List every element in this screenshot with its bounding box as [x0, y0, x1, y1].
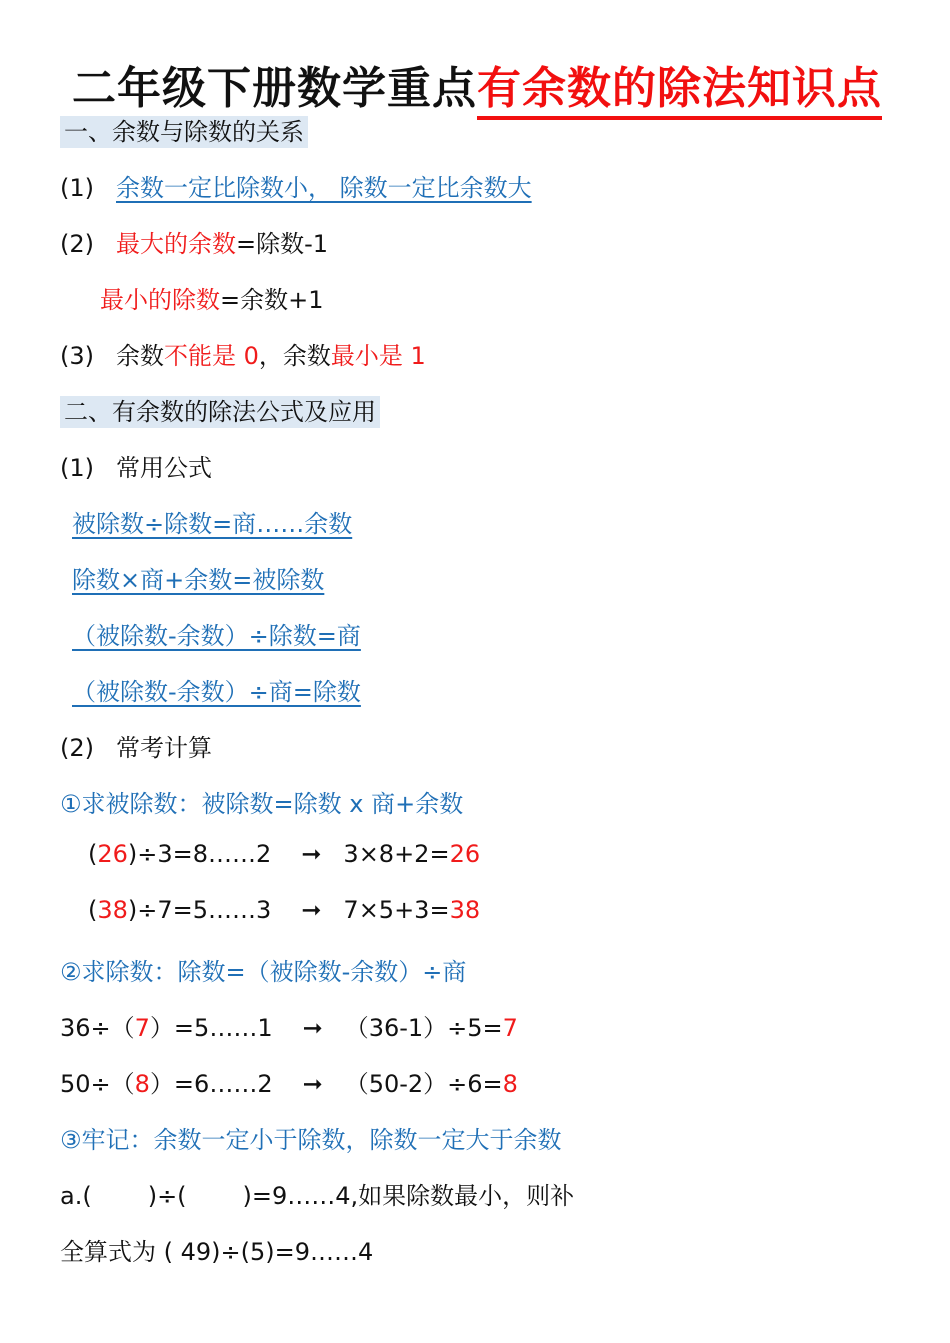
- section2-sub1: (1) 常用公式: [60, 454, 212, 482]
- section1-item2: [60, 224, 328, 259]
- item-number: (1): [60, 174, 94, 202]
- section2-heading: 二、有余数的除法公式及应用: [60, 392, 380, 427]
- answer-value: 7: [134, 1014, 150, 1042]
- result-value: 7: [502, 1014, 518, 1042]
- item-rest-text: =除数-1: [236, 230, 329, 258]
- case1-heading: ①求被除数：被除数=除数 x 商+余数: [60, 790, 464, 818]
- case1-example-1: (26)÷3=8……2 ➞ 3×8+2=26: [88, 840, 481, 868]
- arrow-icon: ➞: [302, 1014, 323, 1042]
- item-number: (2): [60, 230, 94, 258]
- section1-item3: (3) 余数不能是 0，余数最小是 1: [60, 342, 426, 370]
- page-title: [72, 52, 882, 116]
- case3-heading: ③牢记：余数一定小于除数，除数一定大于余数: [60, 1126, 562, 1154]
- case2-heading: ②求除数：除数=（被除数-余数）÷商: [60, 958, 467, 986]
- arrow-icon: ➞: [301, 840, 322, 868]
- formula-4: （被除数-余数）÷商=除数: [72, 678, 361, 706]
- case2-example-1: 36÷（7）=5……1 ➞ （36-1）÷5=7: [60, 1014, 518, 1042]
- formula-1: 被除数÷除数=商……余数: [72, 510, 353, 538]
- title-red: 有余数的除法知识点: [477, 63, 882, 120]
- case2-example-2: 50÷（8）=6……2 ➞ （50-2）÷6=8: [60, 1070, 518, 1098]
- answer-value: 26: [97, 840, 128, 868]
- case1-example-2: (38)÷7=5……3 ➞ 7×5+3=38: [88, 896, 481, 924]
- section1-item1: [60, 168, 532, 203]
- arrow-icon: ➞: [301, 896, 322, 924]
- result-value: 26: [449, 840, 481, 868]
- formula-3: （被除数-余数）÷除数=商: [72, 622, 361, 650]
- formula-2: 除数×商+余数=被除数: [72, 566, 325, 594]
- answer-value: 38: [97, 896, 128, 924]
- item-number: (3): [60, 342, 94, 370]
- case3-answer: 全算式为 ( 49)÷(5)=9……4: [60, 1238, 374, 1266]
- item-red-text: 最大的余数: [116, 230, 236, 258]
- section1-item2b: [100, 280, 324, 315]
- section1-heading: 一、余数与除数的关系: [60, 112, 308, 147]
- arrow-icon: ➞: [302, 1070, 323, 1098]
- case3-question: a.( )÷( )=9……4,如果除数最小，则补: [60, 1182, 575, 1210]
- item-text: 余数一定比除数小， 除数一定比余数大: [116, 174, 532, 202]
- title-black: 二年级下册数学重点: [72, 63, 477, 114]
- result-value: 8: [502, 1070, 518, 1098]
- item-red-text: 最小的除数: [100, 286, 220, 314]
- answer-value: 8: [134, 1070, 150, 1098]
- result-value: 38: [449, 896, 481, 924]
- section2-sub2: (2) 常考计算: [60, 734, 212, 762]
- item-rest-text: =余数+1: [220, 286, 324, 314]
